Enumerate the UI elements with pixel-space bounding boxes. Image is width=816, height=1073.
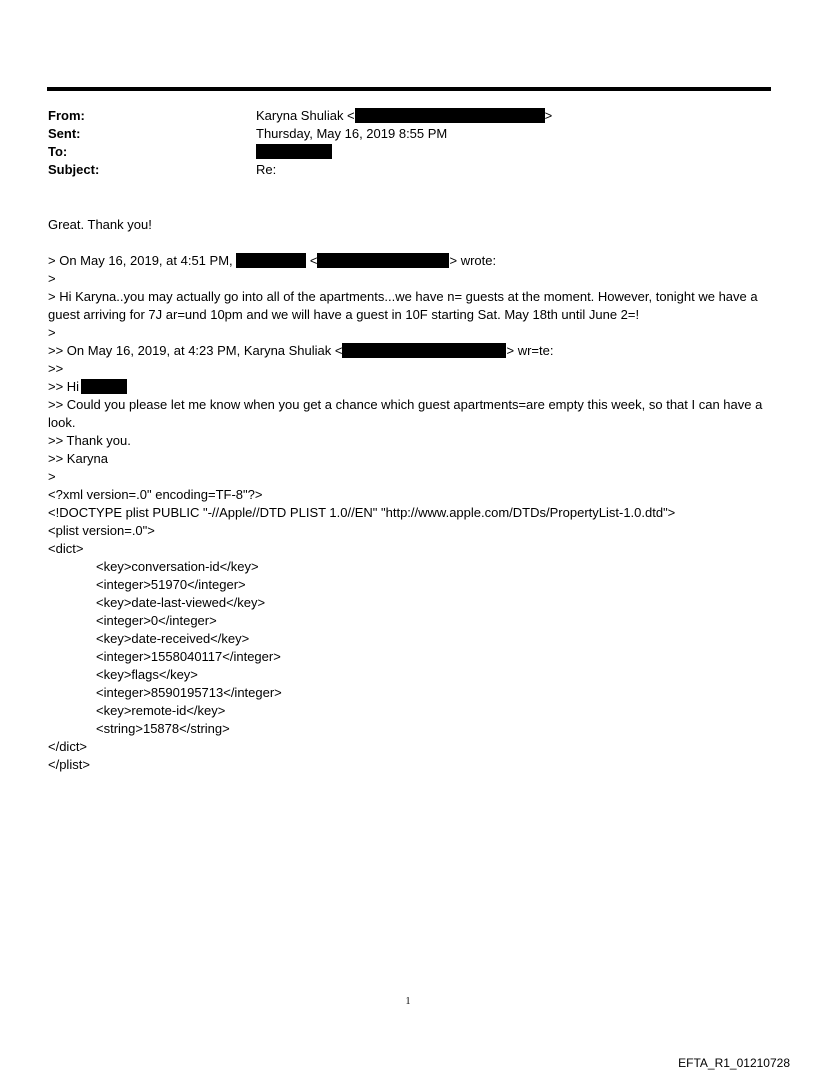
xml-line: <string>15878</string> bbox=[96, 721, 230, 736]
xml-line: <key>date-last-viewed</key> bbox=[96, 595, 266, 610]
from-close: > bbox=[544, 108, 553, 123]
xml-line: <key>flags</key> bbox=[96, 667, 198, 682]
xml-line: <key>conversation-id</key> bbox=[96, 559, 259, 574]
header-rule bbox=[47, 87, 771, 91]
from-value bbox=[256, 108, 552, 123]
sent-value: Thursday, May 16, 2019 8:55 PM bbox=[256, 126, 448, 141]
to-label: To: bbox=[48, 144, 68, 159]
email-body bbox=[48, 216, 768, 774]
redaction-block bbox=[256, 144, 332, 159]
from-label: From: bbox=[48, 108, 85, 123]
body-line: > bbox=[48, 469, 56, 484]
redaction-block bbox=[317, 253, 449, 268]
xml-line: <key>remote-id</key> bbox=[96, 703, 226, 718]
to-value bbox=[256, 144, 332, 159]
quote-header-line: >> On May 16, 2019, at 4:23 PM, Karyna Shuliak < > wr=te: bbox=[48, 343, 554, 358]
redaction-block bbox=[355, 108, 545, 123]
body-line: >> Karyna bbox=[48, 451, 108, 466]
page-number: 1 bbox=[405, 996, 411, 1007]
body-line: >> bbox=[48, 361, 64, 376]
xml-line: <integer>8590195713</integer> bbox=[96, 685, 282, 700]
body-line: > bbox=[48, 271, 56, 286]
xml-line: <?xml version=.0" encoding=TF-8"?> bbox=[48, 487, 263, 502]
body-line: > bbox=[48, 325, 56, 340]
xml-line: <integer>1558040117</integer> bbox=[96, 649, 281, 664]
xml-line: <key>date-received</key> bbox=[96, 631, 250, 646]
xml-line: <plist version=.0"> bbox=[48, 523, 155, 538]
xml-line: <dict> bbox=[48, 541, 84, 556]
redaction-block bbox=[236, 253, 306, 268]
document-id: EFTA_R1_01210728 bbox=[678, 1056, 790, 1070]
xml-line: </dict> bbox=[48, 739, 88, 754]
body-line: Great. Thank you! bbox=[48, 217, 152, 232]
xml-line: </plist> bbox=[48, 757, 90, 772]
quote-header-line: > On May 16, 2019, at 4:51 PM, < > wrote: bbox=[48, 253, 497, 268]
subject-value: Re: bbox=[256, 162, 277, 177]
from-name: Karyna Shuliak < bbox=[256, 108, 355, 123]
xml-line: <!DOCTYPE plist PUBLIC "-//Apple//DTD PLIST 1.0//EN" "http://www.apple.com/DTDs/PropertyList-1.0.dtd"> bbox=[48, 505, 676, 520]
redaction-block bbox=[81, 379, 127, 394]
body-line: >> Could you please let me know when you get a chance which guest apartments=are empty this week, so that I can have a look. bbox=[48, 397, 763, 430]
subject-label: Subject: bbox=[48, 162, 100, 177]
greeting-line: >> Hi bbox=[48, 378, 768, 396]
body-line: >> Thank you. bbox=[48, 433, 131, 448]
body-line: > Hi Karyna..you may actually go into all of the apartments...we have n= guests at the moment. However, tonight we have a guest arriving for 7J ar=und 10pm and we will have a guest in 10F starting Sat. May 18th until June 2=! bbox=[48, 289, 758, 322]
sent-label: Sent: bbox=[48, 126, 81, 141]
xml-line: <integer>0</integer> bbox=[96, 613, 217, 628]
xml-line: <integer>51970</integer> bbox=[96, 577, 246, 592]
redaction-block bbox=[342, 343, 506, 358]
